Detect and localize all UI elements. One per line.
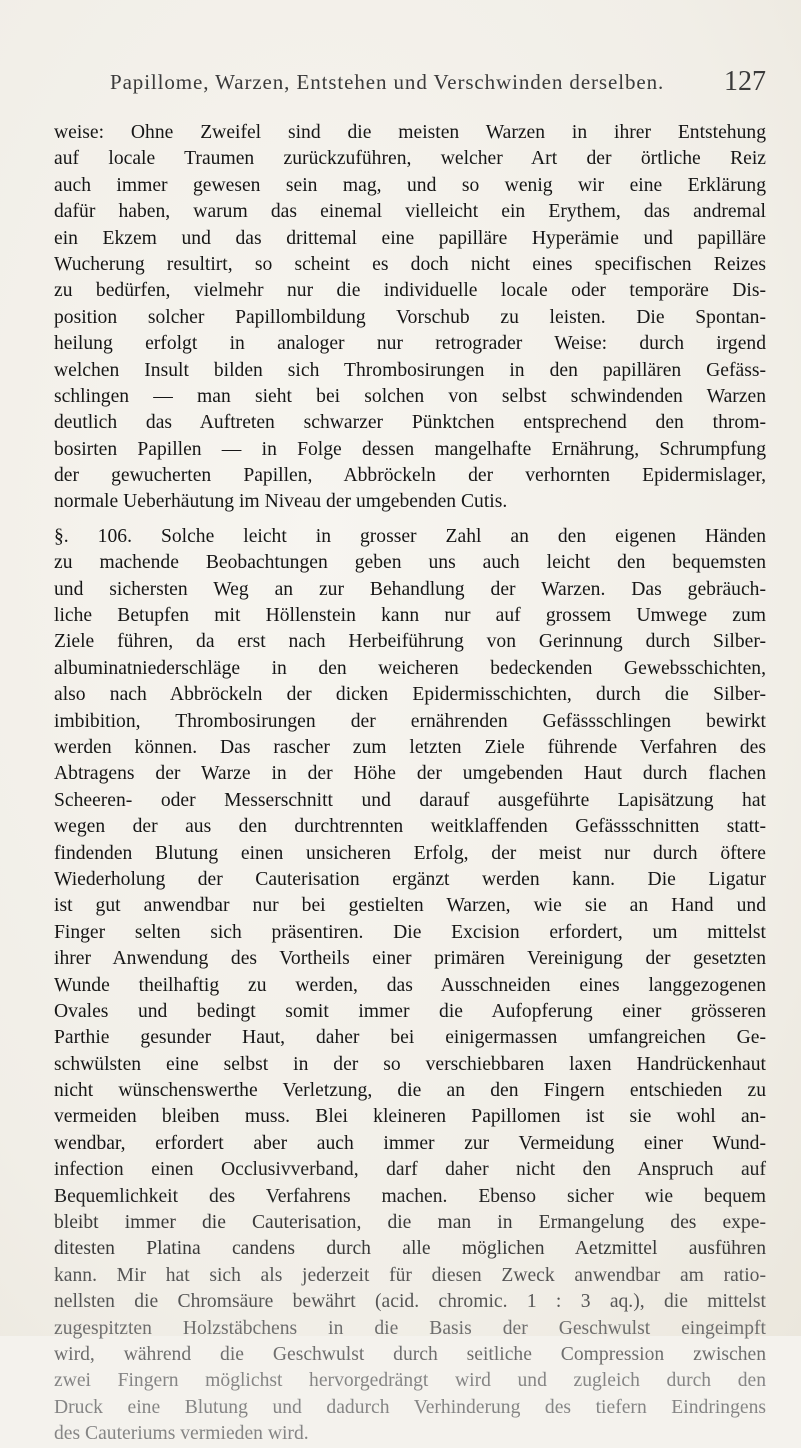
text-line: zugespitzten Holzstäbchens in die Basis der Geschwulst eingeimpft [54, 1317, 766, 1339]
text-line: liche Betupfen mit Höllenstein kann nur auf grossem Umwege zum [54, 605, 766, 627]
page-number: 127 [724, 66, 766, 97]
text-line: deutlich das Auftreten schwarzer Pünktchen entsprechend den throm- [54, 412, 766, 434]
paragraph [54, 524, 766, 1448]
text-line: der gewucherten Papillen, Abbröckeln der verhornten Epidermislager, [54, 465, 766, 487]
text-line: normale Ueberhäutung im Niveau der umgebenden Cutis. [54, 491, 508, 513]
text-line: imbibition, Thrombosirungen der ernährenden Gefässschlingen bewirkt [54, 710, 766, 732]
text-line: bosirten Papillen — in Folge dessen mangelhafte Ernährung, Schrumpfung [54, 438, 766, 460]
text-line: Wiederholung der Cauterisation ergänzt werden kann. Die Ligatur [54, 868, 766, 890]
text-line: ist gut anwendbar nur bei gestielten Warzen, wie sie an Hand und [54, 895, 766, 917]
text-line: vermeiden bleiben muss. Blei kleineren Papillomen ist sie wohl an- [54, 1106, 766, 1128]
text-line: Scheeren- oder Messerschnitt und darauf ausgeführte Lapisätzung hat [54, 789, 766, 811]
text-line: nellsten die Chromsäure bewährt (acid. chromic. 1 : 3 aq.), die mittelst [54, 1291, 766, 1313]
text-line: ein Ekzem und das drittemal eine papilläre Hyperämie und papilläre [54, 227, 766, 249]
text-line: auf locale Traumen zurückzuführen, welcher Art der örtliche Reiz [54, 148, 766, 170]
text-line: also nach Abbröckeln der dicken Epidermisschichten, durch die Silber- [54, 684, 766, 706]
text-line: Parthie gesunder Haut, daher bei einigermassen umfangreichen Ge- [54, 1027, 766, 1049]
text-line: auch immer gewesen sein mag, und so wenig wir eine Erklärung [54, 174, 766, 196]
paragraph-gap [54, 516, 766, 524]
text-line: wird, während die Geschwulst durch seitliche Compression zwischen [54, 1343, 766, 1365]
text-line: des Cauteriums vermieden wird. [54, 1423, 309, 1445]
text-line: ihrer Anwendung des Vortheils einer primären Vereinigung der gesetzten [54, 948, 766, 970]
text-line: heilung erfolgt in analoger nur retrograder Weise: durch irgend [54, 333, 766, 355]
text-line: Wunde theilhaftig zu werden, das Ausschneiden eines langgezogenen [54, 974, 766, 996]
text-line: Finger selten sich präsentiren. Die Excision erfordert, um mittelst [54, 921, 766, 943]
text-line: bleibt immer die Cauterisation, die man in Ermangelung des expe- [54, 1212, 766, 1234]
text-line: schwülsten eine selbst in der so verschiebbaren laxen Handrückenhaut [54, 1053, 766, 1075]
text-line: kann. Mir hat sich als jederzeit für diesen Zweck anwendbar am ratio- [54, 1264, 766, 1286]
text-line: Bequemlichkeit des Verfahrens machen. Ebenso sicher wie bequem [54, 1185, 766, 1207]
text-line: albuminatniederschläge in den weicheren bedeckenden Gewebsschichten, [54, 657, 766, 679]
running-head: Papillome, Warzen, Entstehen und Verschwinden derselben. [110, 70, 665, 94]
text-line: wegen der aus den durchtrennten weitklaffenden Gefässschnitten statt- [54, 816, 766, 838]
text-line: und sichersten Weg an zur Behandlung der Warzen. Das gebräuch- [54, 578, 766, 600]
text-line: werden können. Das rascher zum letzten Ziele führende Verfahren des [54, 736, 766, 758]
text-line: Abtragens der Warze in der Höhe der umgebenden Haut durch flachen [54, 763, 766, 785]
text-line: zu bedürfen, vielmehr nur die individuelle locale oder temporäre Dis- [54, 280, 766, 302]
text-line: position solcher Papillombildung Vorschub zu leisten. Die Spontan- [54, 306, 766, 328]
text-line: §. 106. Solche leicht in grosser Zahl an den eigenen Händen [54, 525, 766, 547]
text-line: infection einen Occlusivverband, darf daher nicht den Anspruch auf [54, 1159, 766, 1181]
text-line: Druck eine Blutung und dadurch Verhinderung des tiefern Eindringens [54, 1396, 766, 1418]
text-line: dafür haben, warum das einemal vielleicht ein Erythem, das andremal [54, 201, 766, 223]
text-line: zwei Fingern möglichst hervorgedrängt wird und zugleich durch den [54, 1370, 766, 1392]
text-line: welchen Insult bilden sich Thrombosirungen in den papillären Gefäss- [54, 359, 766, 381]
text-line: Wucherung resultirt, so scheint es doch nicht eines specifischen Reizes [54, 253, 766, 275]
text-line: wendbar, erfordert aber auch immer zur Vermeidung einer Wund- [54, 1132, 766, 1154]
text-line: ditesten Platina candens durch alle möglichen Aetzmittel ausführen [54, 1238, 766, 1260]
text-line: zu machende Beobachtungen geben uns auch leicht den bequemsten [54, 552, 766, 574]
text-line: findenden Blutung einen unsicheren Erfolg, der meist nur durch öftere [54, 842, 766, 864]
paragraph [54, 120, 766, 516]
text-line: weise: Ohne Zweifel sind die meisten Warzen in ihrer Entstehung [54, 122, 766, 143]
page-header [54, 66, 766, 106]
text-line: Ovales und bedingt somit immer die Aufopferung einer grösseren [54, 1000, 766, 1022]
text-line: Ziele führen, da erst nach Herbeiführung von Gerinnung durch Silber- [54, 631, 766, 653]
body-text [54, 120, 766, 1448]
text-line: nicht wünschenswerthe Verletzung, die an den Fingern entschieden zu [54, 1080, 766, 1102]
text-line: schlingen — man sieht bei solchen von selbst schwindenden Warzen [54, 385, 766, 407]
